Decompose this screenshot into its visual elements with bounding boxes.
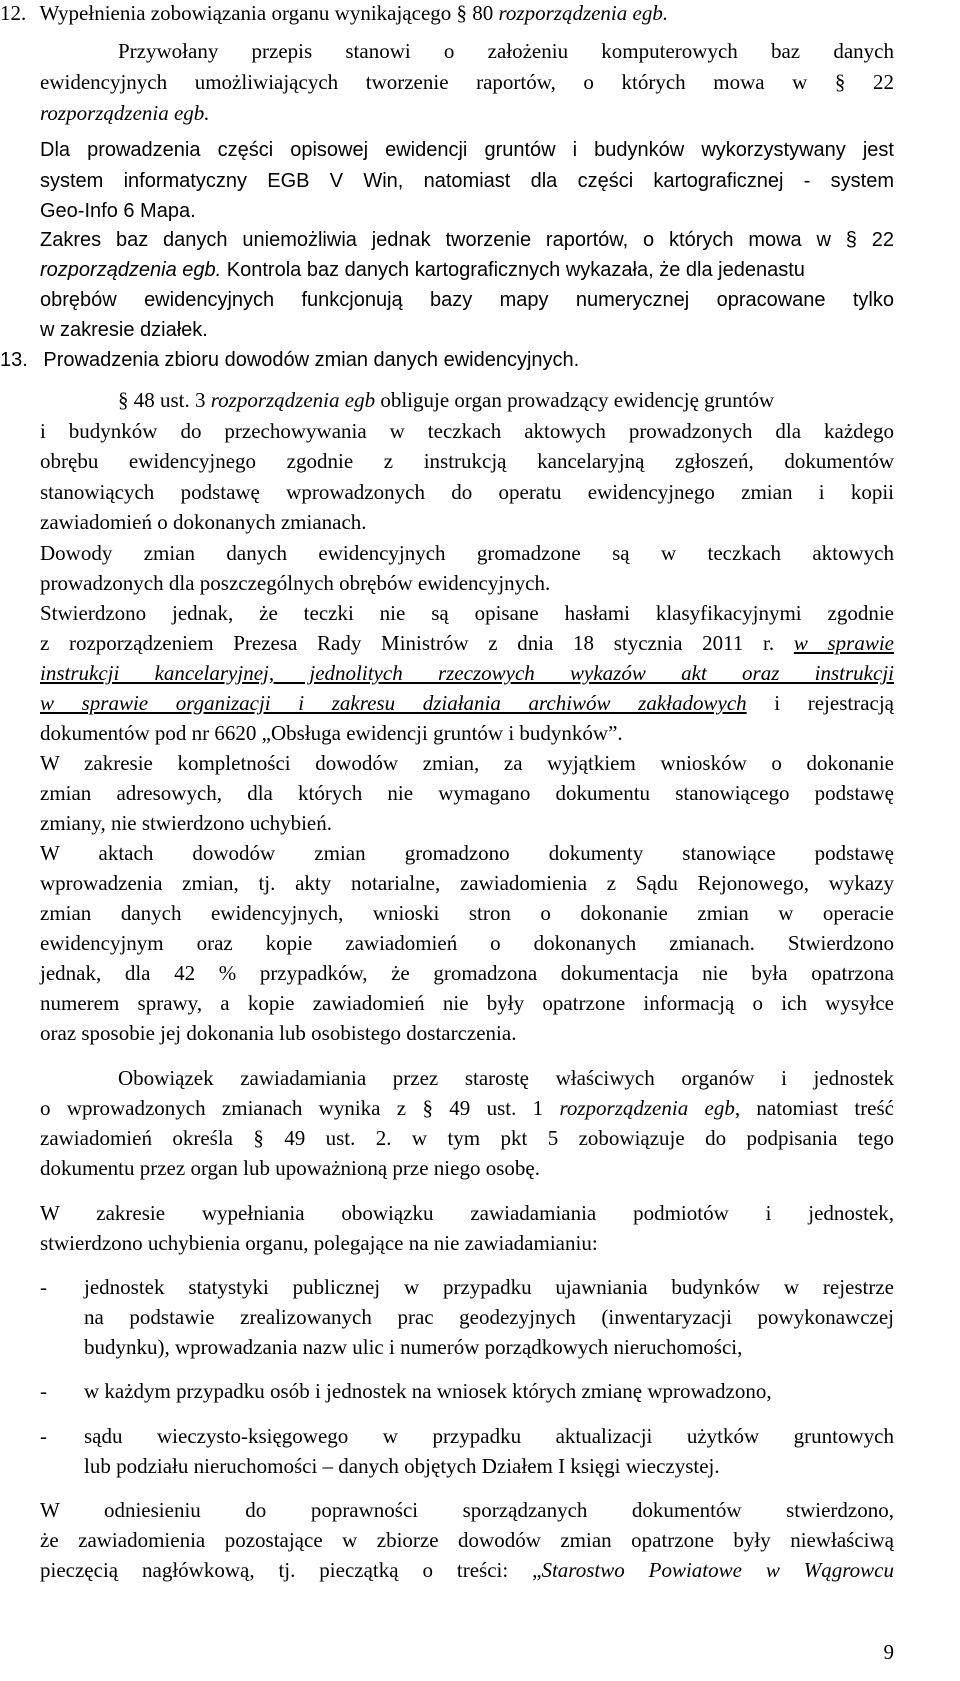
paragraph-line: stanowiących podstawę wprowadzonych do operatu ewidencyjnego zmian i kopii bbox=[40, 480, 894, 504]
heading-text: Prowadzenia zbioru dowodów zmian danych ewidencyjnych. bbox=[43, 349, 580, 371]
bullet-line: w każdym przypadku osób i jednostek na wniosek których zmianę wprowadzono, bbox=[84, 1379, 772, 1403]
bullet-line: jednostek statystyki publicznej w przypadku ujawniania budynków w rejestrze bbox=[84, 1275, 894, 1299]
paragraph-line: Dowody zmian danych ewidencyjnych gromadzone są w teczkach aktowych bbox=[40, 541, 894, 565]
paragraph-line: w zakresie działek. bbox=[40, 319, 208, 341]
paragraph-line: jednak, dla 42 % przypadków, że gromadzona dokumentacja nie była opatrzona bbox=[40, 961, 894, 985]
paragraph-line: Geo-Info 6 Mapa. bbox=[40, 200, 196, 222]
paragraph-line: instrukcji kancelaryjnej, jednolitych rzeczowych wykazów akt oraz instrukcji bbox=[40, 661, 894, 685]
heading-reference: rozporządzenia egb. bbox=[498, 1, 669, 25]
section-number: 13. bbox=[0, 349, 28, 371]
bullet-dash: - bbox=[40, 1275, 47, 1299]
paragraph-line: zmian adresowych, dla których nie wymagano dokumentu stanowiącego podstawę bbox=[40, 781, 894, 805]
paragraph-line: i budynków do przechowywania w teczkach aktowych prowadzonych dla każdego bbox=[40, 419, 894, 443]
paragraph-line: numerem sprawy, a kopie zawiadomień nie były opatrzone informacją o ich wysyłce bbox=[40, 991, 894, 1015]
paragraph-line: obrębu ewidencyjnego zgodnie z instrukcją kancelaryjną zgłoszeń, dokumentów bbox=[40, 449, 894, 473]
paragraph-line: Zakres baz danych uniemożliwia jednak tworzenie raportów, o których mowa w § 22 bbox=[40, 229, 894, 251]
paragraph-line: pieczęcią nagłówkową, tj. pieczątką o treści: „Starostwo Powiatowe w Wągrowcu bbox=[40, 1558, 895, 1582]
paragraph-line: oraz sposobie jej dokonania lub osobistego dostarczenia. bbox=[40, 1021, 517, 1045]
paragraph-line: W zakresie wypełniania obowiązku zawiadamiania podmiotów i jednostek, bbox=[40, 1201, 894, 1225]
bullet-line: sądu wieczysto-księgowego w przypadku aktualizacji użytków gruntowych bbox=[84, 1424, 894, 1448]
bullet-line: lub podziału nieruchomości – danych objętych Działem I księgi wieczystej. bbox=[84, 1454, 720, 1478]
paragraph-line: zmian danych ewidencyjnych, wnioski stron o dokonanie zmian w operacie bbox=[40, 901, 894, 925]
paragraph-line: Przywołany przepis stanowi o założeniu komputerowych baz danych bbox=[118, 39, 894, 63]
paragraph-line: obrębów ewidencyjnych funkcjonują bazy mapy numerycznej opracowane tylko bbox=[40, 289, 894, 311]
paragraph-line: W aktach dowodów zmian gromadzono dokumenty stanowiące podstawę bbox=[40, 841, 894, 865]
paragraph-line: prowadzonych dla poszczególnych obrębów ewidencyjnych. bbox=[40, 571, 551, 595]
bullet-line: budynku), wprowadzania nazw ulic i numerów porządkowych nieruchomości, bbox=[84, 1335, 743, 1359]
paragraph-line: W odniesieniu do poprawności sporządzanych dokumentów stwierdzono, bbox=[40, 1498, 894, 1522]
paragraph-line: zawiadomień o dokonanych zmianach. bbox=[40, 510, 367, 534]
paragraph-line: Obowiązek zawiadamiania przez starostę właściwych organów i jednostek bbox=[118, 1066, 894, 1090]
paragraph-line: zawiadomień określa § 49 ust. 2. w tym pkt 5 zobowiązuje do podpisania tego bbox=[40, 1126, 894, 1150]
paragraph-line: że zawiadomienia pozostające w zbiorze dowodów zmian opatrzone były niewłaściwą bbox=[40, 1528, 894, 1552]
paragraph-line: stwierdzono uchybienia organu, polegające na nie zawiadamianiu: bbox=[40, 1231, 598, 1255]
paragraph-line: dokumentu przez organ lub upoważnioną prze niego osobę. bbox=[40, 1156, 540, 1180]
page-number: 9 bbox=[883, 1640, 894, 1664]
paragraph-line: rozporządzenia egb. bbox=[40, 101, 210, 125]
paragraph-line: § 48 ust. 3 rozporządzenia egb obliguje organ prowadzący ewidencję gruntów bbox=[118, 388, 775, 412]
paragraph-line: ewidencyjnym oraz kopie zawiadomień o dokonanych zmianach. Stwierdzono bbox=[40, 931, 894, 955]
bullet-line: na podstawie zrealizowanych prac geodezyjnych (inwentaryzacji powykonawczej bbox=[84, 1305, 894, 1329]
paragraph-line: system informatyczny EGB V Win, natomiast dla części kartograficznej - system bbox=[40, 170, 894, 192]
paragraph-line: z rozporządzeniem Prezesa Rady Ministrów z dnia 18 stycznia 2011 r. w sprawie bbox=[40, 631, 894, 655]
paragraph-line: Stwierdzono jednak, że teczki nie są opisane hasłami klasyfikacyjnymi zgodnie bbox=[40, 601, 894, 625]
paragraph-line: o wprowadzonych zmianach wynika z § 49 ust. 1 rozporządzenia egb, natomiast treść bbox=[40, 1096, 894, 1120]
paragraph-line: ewidencyjnych umożliwiających tworzenie raportów, o których mowa w § 22 bbox=[40, 70, 894, 94]
section-number: 12. bbox=[0, 1, 27, 25]
paragraph-line: rozporządzenia egb. Kontrola baz danych kartograficznych wykazała, że dla jedenastu bbox=[40, 259, 805, 281]
paragraph-line: w sprawie organizacji i zakresu działania archiwów zakładowych i rejestracją bbox=[40, 691, 894, 715]
paragraph-line: Dla prowadzenia części opisowej ewidencji gruntów i budynków wykorzystywany jest bbox=[40, 139, 894, 161]
heading-text: Wypełnienia zobowiązania organu wynikającego § 80 bbox=[39, 1, 499, 25]
section-13-heading bbox=[0, 347, 900, 373]
section-12-heading bbox=[0, 0, 900, 26]
paragraph-line: dokumentów pod nr 6620 „Obsługa ewidencji gruntów i budynków”. bbox=[40, 721, 623, 745]
paragraph-line: W zakresie kompletności dowodów zmian, za wyjątkiem wniosków o dokonanie bbox=[40, 751, 894, 775]
bullet-dash: - bbox=[40, 1379, 47, 1403]
bullet-dash: - bbox=[40, 1424, 47, 1448]
paragraph-line: zmiany, nie stwierdzono uchybień. bbox=[40, 811, 332, 835]
paragraph-line: wprowadzenia zmian, tj. akty notarialne, zawiadomienia z Sądu Rejonowego, wykazy bbox=[40, 871, 894, 895]
